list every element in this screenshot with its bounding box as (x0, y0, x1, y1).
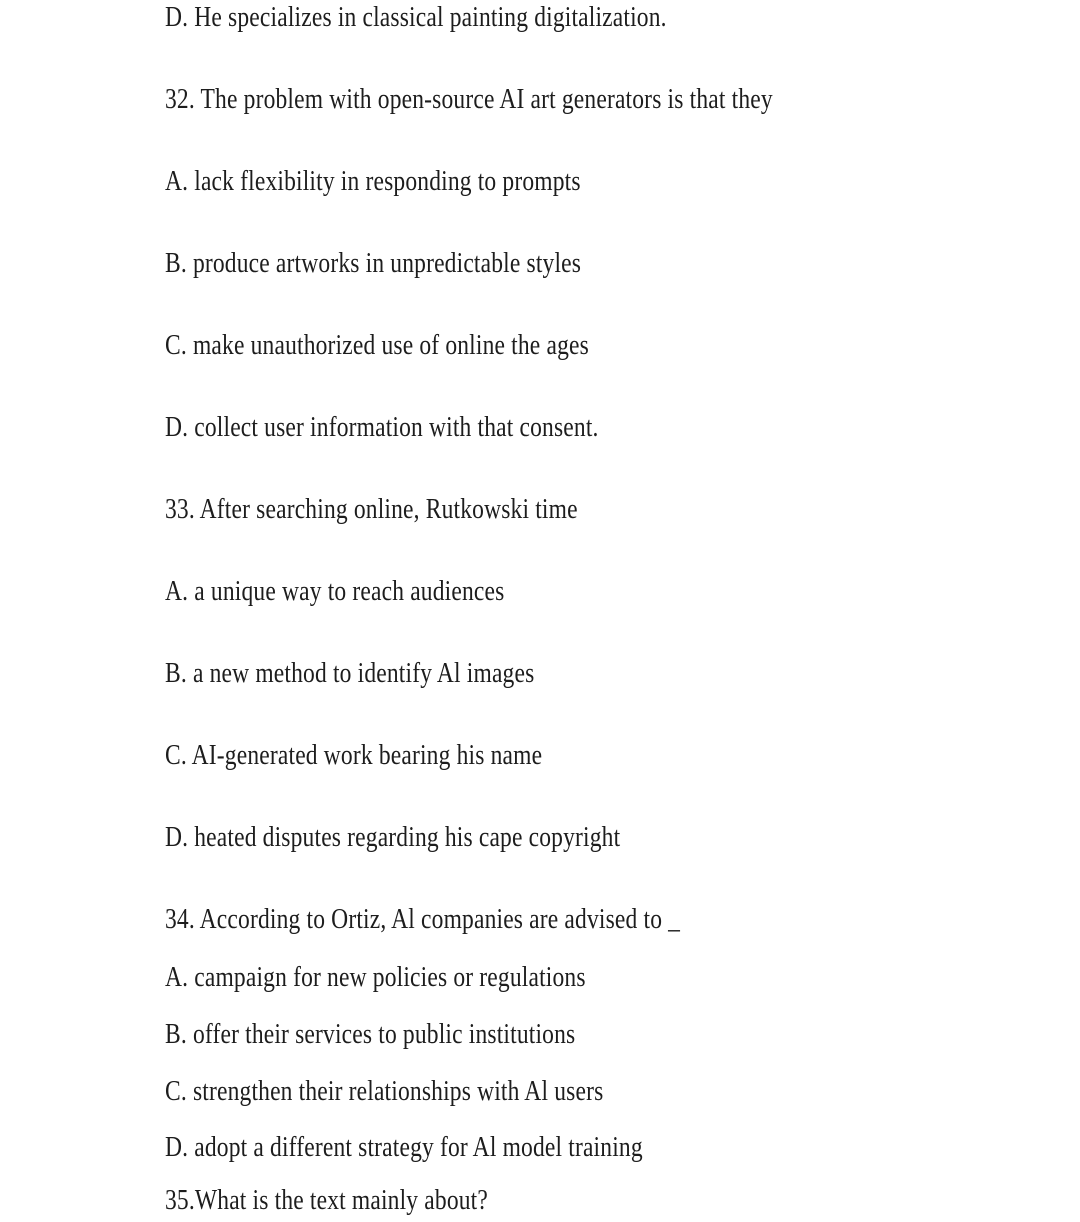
q34-option-c: C. strengthen their relationships with Al users (165, 1076, 604, 1107)
q33-option-b: B. a new method to identify Al images (165, 658, 535, 689)
q31-option-d: D. He specializes in classical painting digitalization. (165, 2, 667, 33)
q34-option-a: A. campaign for new policies or regulations (165, 962, 586, 993)
q34-stem: 34. According to Ortiz, Al companies are advised to _ (165, 904, 681, 935)
q34-option-b: B. offer their services to public institutions (165, 1019, 576, 1050)
q32-option-c: C. make unauthorized use of online the ages (165, 330, 589, 361)
q33-option-d: D. heated disputes regarding his cape copyright (165, 822, 621, 853)
q33-option-a: A. a unique way to reach audiences (165, 576, 505, 607)
q32-option-b: B. produce artworks in unpredictable styles (165, 248, 582, 279)
q33-stem: 33. After searching online, Rutkowski time (165, 494, 578, 525)
q34-option-d: D. adopt a different strategy for Al model training (165, 1132, 643, 1163)
q32-stem: 32. The problem with open-source AI art generators is that they (165, 84, 773, 115)
q33-option-c: C. AI-generated work bearing his name (165, 740, 543, 771)
q32-option-a: A. lack flexibility in responding to prompts (165, 166, 581, 197)
q32-option-d: D. collect user information with that consent. (165, 412, 599, 443)
q35-stem: 35.What is the text mainly about? (165, 1185, 488, 1216)
